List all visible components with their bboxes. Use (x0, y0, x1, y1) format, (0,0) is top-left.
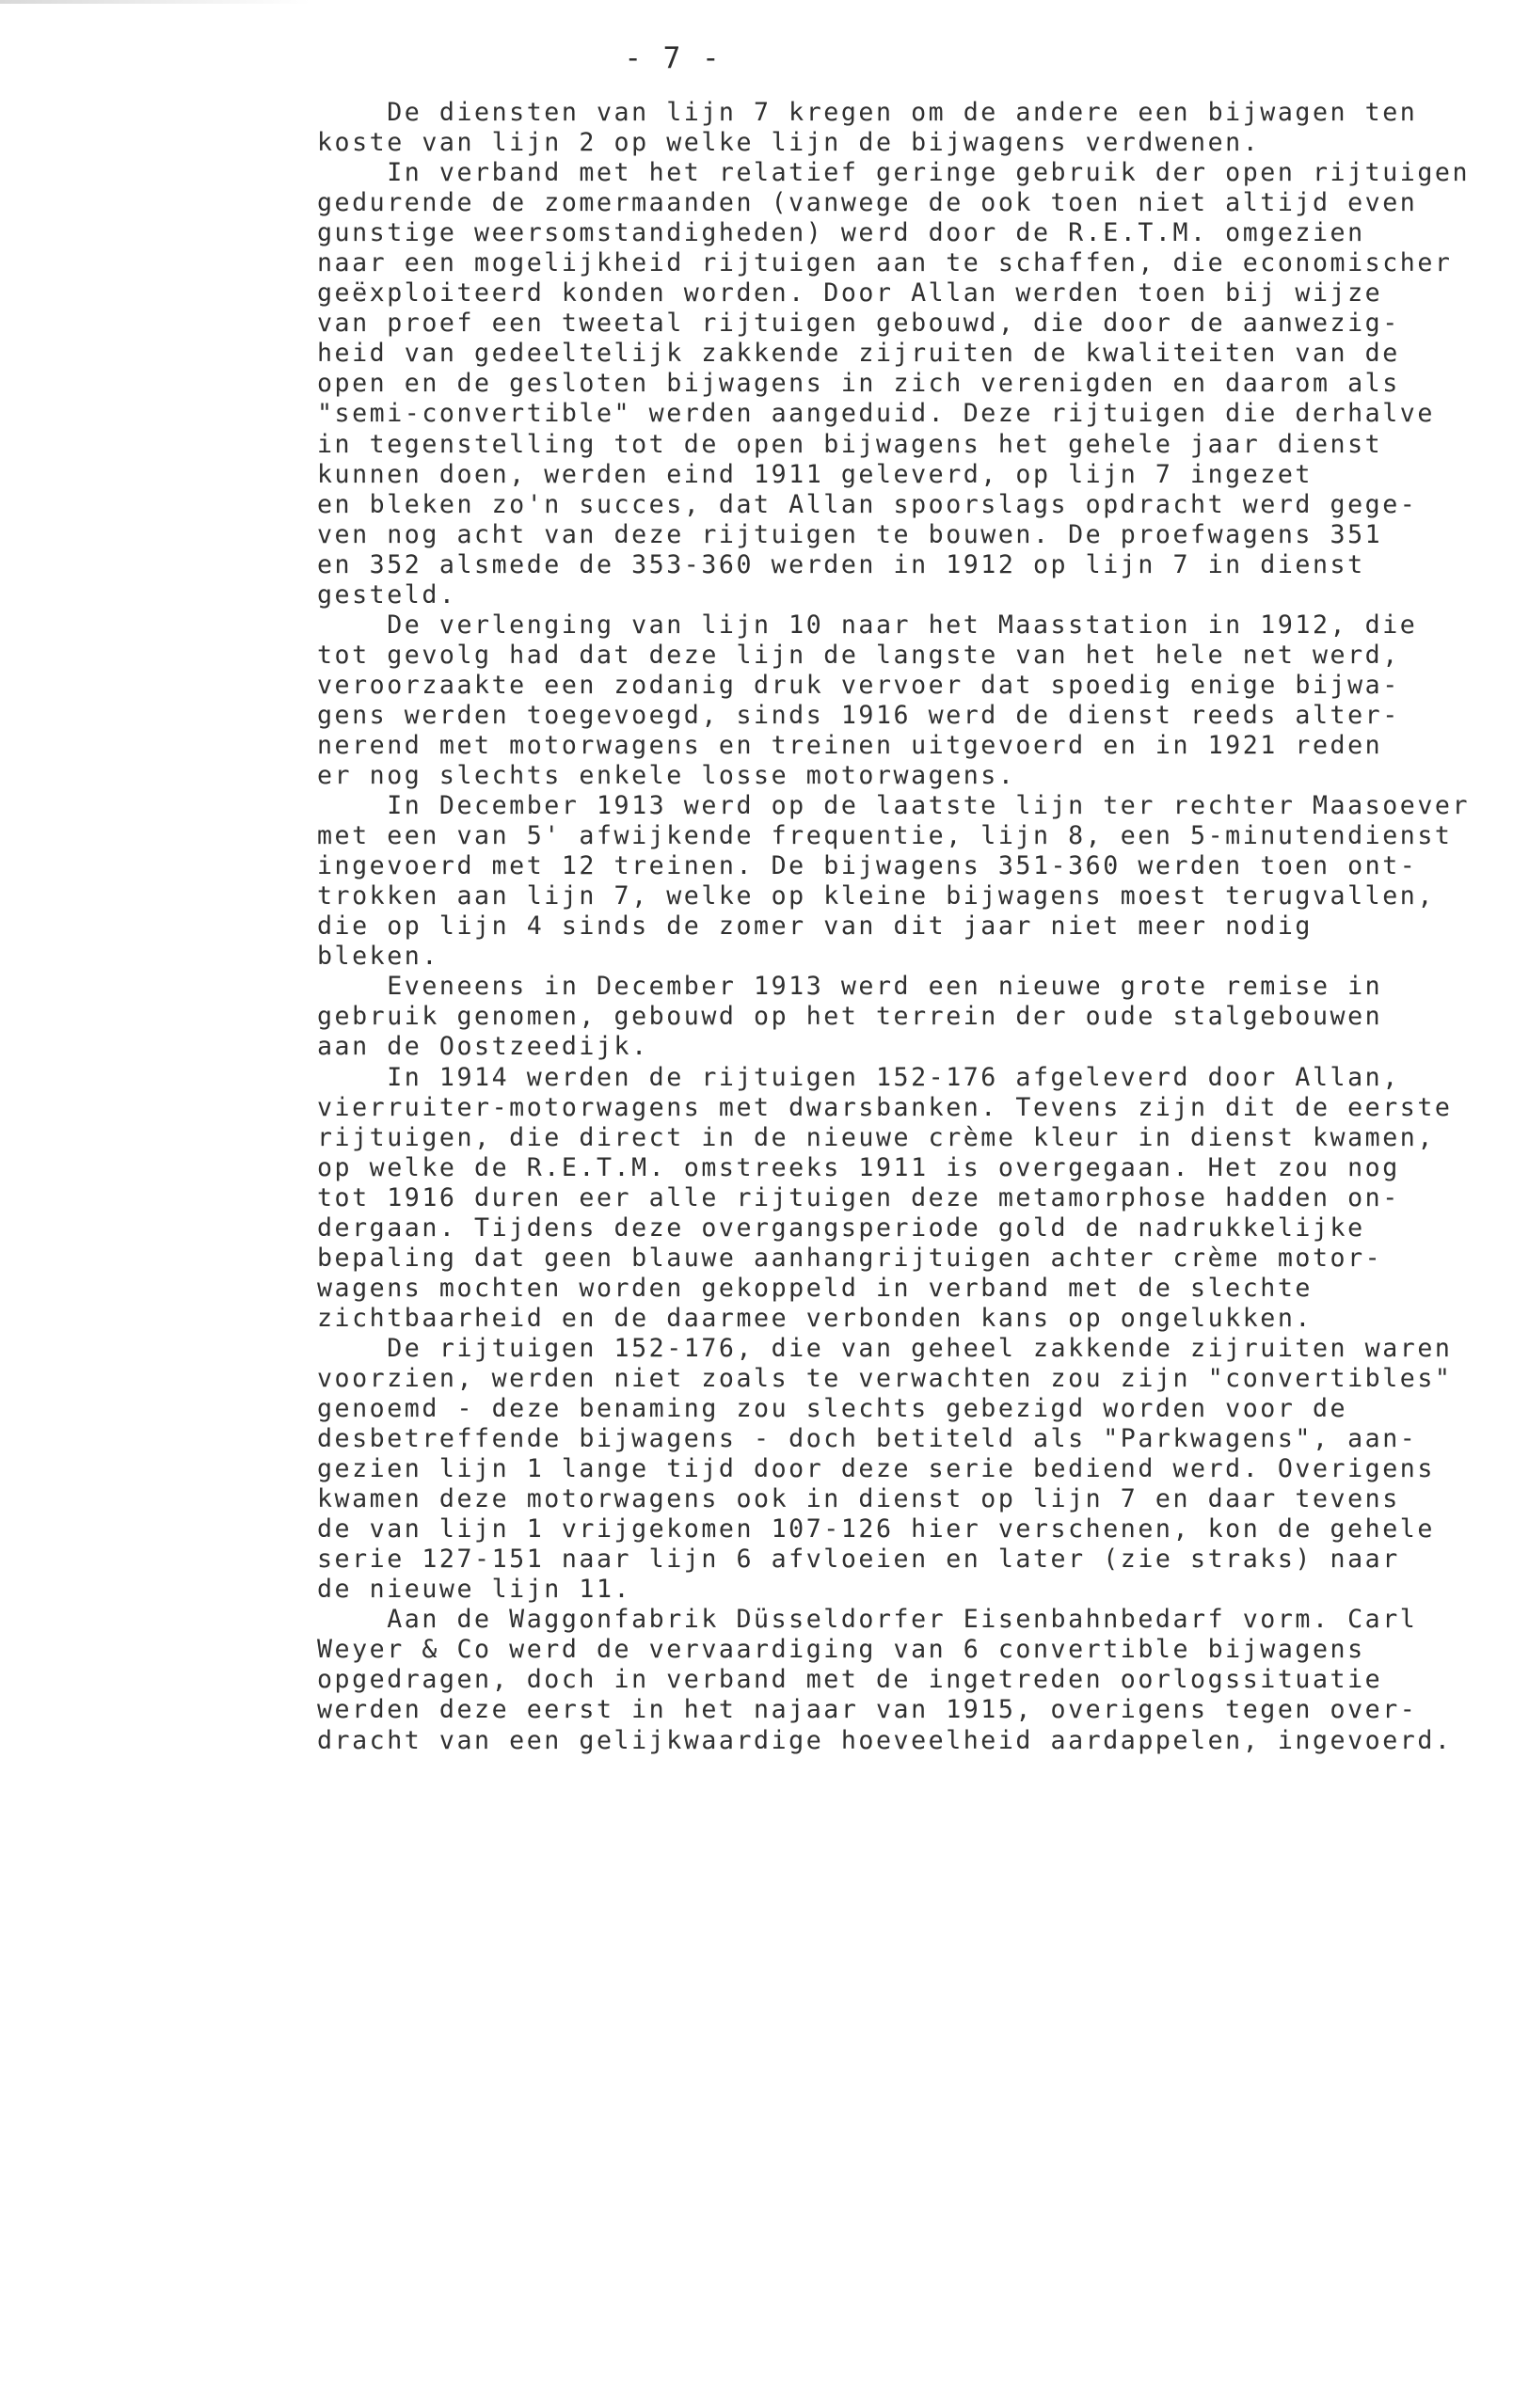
page-number: - 7 - (624, 41, 722, 75)
text-line: gedurende de zomermaanden (vanwege de ook toen niet altijd even (317, 188, 1418, 218)
text-line: De diensten van lijn 7 kregen om de andere een bijwagen ten (317, 98, 1418, 127)
text-line: rijtuigen, die direct in de nieuwe crème kleur in dienst kwamen, (317, 1122, 1435, 1152)
text-line: veroorzaakte een zodanig druk vervoer dat spoedig enige bijwa- (317, 670, 1400, 700)
text-line: gesteld. (317, 579, 457, 610)
text-line: in tegenstelling tot de open bijwagens het gehele jaar dienst (317, 429, 1383, 459)
text-line: voorzien, werden niet zoals te verwachten zou zijn "convertibles" (317, 1363, 1453, 1393)
text-line: wagens mochten worden gekoppeld in verband met de slechte (317, 1273, 1313, 1303)
text-line: naar een mogelijkheid rijtuigen aan te schaffen, die economischer (317, 248, 1453, 278)
text-line: De verlenging van lijn 10 naar het Maasstation in 1912, die (317, 610, 1418, 640)
typewritten-text-body (317, 98, 1529, 1756)
text-line: gebruik genomen, gebouwd op het terrein der oude stalgebouwen (317, 1002, 1383, 1032)
text-line: In verband met het relatief geringe gebruik der open rijtuigen (317, 158, 1471, 188)
text-line: werden deze eerst in het najaar van 1915, overigens tegen over- (317, 1695, 1418, 1725)
text-line: koste van lijn 2 op welke lijn de bijwagens verdwenen. (317, 128, 1261, 158)
text-line: de van lijn 1 vrijgekomen 107-126 hier verschenen, kon de gehele (317, 1514, 1435, 1545)
text-line: ven nog acht van deze rijtuigen te bouwen. De proefwagens 351 (317, 519, 1383, 549)
text-line: er nog slechts enkele losse motorwagens. (317, 761, 1016, 791)
text-line: ingevoerd met 12 treinen. De bijwagens 351-360 werden toen ont- (317, 851, 1418, 881)
text-line: gezien lijn 1 lange tijd door deze serie bediend werd. Overigens (317, 1454, 1435, 1484)
scan-edge-mark (0, 0, 311, 4)
text-line: opgedragen, doch in verband met de ingetreden oorlogssituatie (317, 1665, 1383, 1695)
text-line: kunnen doen, werden eind 1911 geleverd, op lijn 7 ingezet (317, 459, 1313, 489)
text-line: gunstige weersomstandigheden) werd door de R.E.T.M. omgezien (317, 218, 1365, 248)
text-line: "semi-convertible" werden aangeduid. Deze rijtuigen die derhalve (317, 399, 1435, 429)
text-line: vierruiter-motorwagens met dwarsbanken. Tevens zijn dit de eerste (317, 1092, 1453, 1122)
text-line: nerend met motorwagens en treinen uitgevoerd en in 1921 reden (317, 730, 1383, 760)
text-line: Weyer & Co werd de vervaardiging van 6 convertible bijwagens (317, 1635, 1365, 1665)
text-line: Eveneens in December 1913 werd een nieuwe grote remise in (317, 972, 1383, 1002)
text-line: bepaling dat geen blauwe aanhangrijtuigen achter crème motor- (317, 1243, 1383, 1273)
text-line: gens werden toegevoegd, sinds 1916 werd de dienst reeds alter- (317, 700, 1400, 730)
text-line: tot gevolg had dat deze lijn de langste van het hele net werd, (317, 640, 1400, 670)
text-line: serie 127-151 naar lijn 6 afvloeien en later (zie straks) naar (317, 1545, 1400, 1575)
text-line: die op lijn 4 sinds de zomer van dit jaar niet meer nodig (317, 911, 1313, 942)
text-line: en bleken zo'n succes, dat Allan spoorslags opdracht werd gege- (317, 489, 1418, 519)
text-line: van proef een tweetal rijtuigen gebouwd, die door de aanwezig- (317, 309, 1400, 339)
text-line: De rijtuigen 152-176, die van geheel zakkende zijruiten waren (317, 1333, 1453, 1363)
text-line: open en de gesloten bijwagens in zich verenigden en daarom als (317, 369, 1400, 399)
text-line: de nieuwe lijn 11. (317, 1575, 632, 1605)
text-line: genoemd - deze benaming zou slechts gebezigd worden voor de (317, 1394, 1348, 1424)
text-line: geëxploiteerd konden worden. Door Allan werden toen bij wijze (317, 278, 1383, 309)
text-line: op welke de R.E.T.M. omstreeks 1911 is overgegaan. Het zou nog (317, 1152, 1400, 1182)
text-line: bleken. (317, 942, 439, 972)
text-line: tot 1916 duren eer alle rijtuigen deze metamorphose hadden on- (317, 1182, 1400, 1212)
text-line: heid van gedeeltelijk zakkende zijruiten de kwaliteiten van de (317, 339, 1400, 369)
text-line: dergaan. Tijdens deze overgangsperiode gold de nadrukkelijke (317, 1212, 1365, 1243)
text-line: In 1914 werden de rijtuigen 152-176 afgeleverd door Allan, (317, 1062, 1400, 1092)
text-line: aan de Oostzeedijk. (317, 1032, 649, 1062)
text-line: zichtbaarheid en de daarmee verbonden kans op ongelukken. (317, 1303, 1313, 1333)
text-line: kwamen deze motorwagens ook in dienst op lijn 7 en daar tevens (317, 1484, 1400, 1514)
text-line: In December 1913 werd op de laatste lijn ter rechter Maasoever (317, 791, 1471, 821)
text-line: desbetreffende bijwagens - doch betiteld als "Parkwagens", aan- (317, 1424, 1418, 1454)
text-line: dracht van een gelijkwaardige hoeveelheid aardappelen, ingevoerd. (317, 1725, 1453, 1755)
text-line: Aan de Waggonfabrik Düsseldorfer Eisenbahnbedarf vorm. Carl (317, 1605, 1418, 1635)
text-line: en 352 alsmede de 353-360 werden in 1912 op lijn 7 in dienst (317, 549, 1365, 579)
text-line: met een van 5' afwijkende frequentie, lijn 8, een 5-minutendienst (317, 821, 1453, 851)
text-line: trokken aan lijn 7, welke op kleine bijwagens moest terugvallen, (317, 881, 1435, 911)
